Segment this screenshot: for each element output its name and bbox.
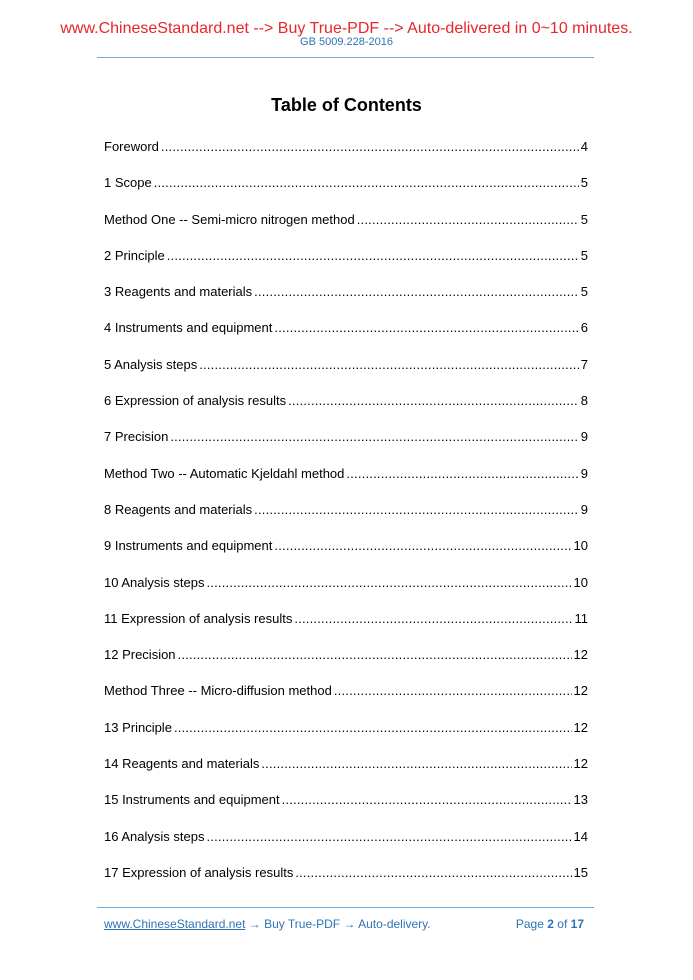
toc-entry-label: 4 Instruments and equipment bbox=[104, 320, 273, 336]
toc-leader bbox=[261, 755, 571, 773]
toc-entry-label: Method Two -- Automatic Kjeldahl method bbox=[104, 465, 345, 481]
toc-entry-label: 3 Reagents and materials bbox=[104, 284, 253, 300]
toc-entry-method-one[interactable] bbox=[104, 211, 588, 247]
toc-entry-expression[interactable] bbox=[104, 392, 588, 428]
toc-leader bbox=[254, 501, 579, 519]
toc-entry-label: 16 Analysis steps bbox=[104, 828, 205, 844]
table-of-contents bbox=[104, 138, 588, 900]
toc-entry-instruments-3[interactable] bbox=[104, 791, 588, 827]
current-page-number: 2 bbox=[547, 917, 554, 931]
toc-leader bbox=[357, 211, 579, 229]
toc-entry-label: 13 Principle bbox=[104, 719, 172, 735]
toc-entry-page: 12 bbox=[573, 647, 588, 663]
toc-entry-analysis-steps-2[interactable] bbox=[104, 574, 588, 610]
toc-leader bbox=[346, 465, 578, 483]
toc-leader bbox=[170, 428, 578, 446]
toc-entry-page: 9 bbox=[580, 501, 588, 517]
footer-delivery-text: Auto-delivery. bbox=[358, 917, 431, 931]
footer-promo bbox=[104, 916, 431, 932]
arrow-right-icon: → bbox=[245, 917, 265, 931]
toc-leader bbox=[174, 719, 572, 737]
toc-leader bbox=[295, 864, 571, 882]
toc-entry-label: 10 Analysis steps bbox=[104, 574, 205, 590]
footer-site-link[interactable]: www.ChineseStandard.net bbox=[104, 917, 246, 931]
toc-entry-label: 7 Precision bbox=[104, 429, 169, 445]
toc-entry-page: 12 bbox=[573, 756, 588, 772]
toc-entry-precision[interactable] bbox=[104, 428, 588, 464]
toc-leader bbox=[294, 610, 572, 628]
toc-entry-page: 5 bbox=[580, 211, 588, 227]
toc-entry-instruments[interactable] bbox=[104, 319, 588, 355]
toc-entry-label: 9 Instruments and equipment bbox=[104, 538, 273, 554]
toc-leader bbox=[254, 283, 579, 301]
toc-entry-page: 15 bbox=[573, 864, 588, 880]
toc-leader bbox=[167, 247, 579, 265]
toc-entry-page: 12 bbox=[573, 683, 588, 699]
toc-entry-page: 8 bbox=[580, 393, 588, 409]
toc-entry-label: 12 Precision bbox=[104, 647, 176, 663]
toc-entry-page: 11 bbox=[574, 610, 588, 626]
toc-entry-page: 5 bbox=[580, 284, 588, 300]
toc-entry-label: 6 Expression of analysis results bbox=[104, 393, 287, 409]
toc-leader bbox=[199, 356, 579, 374]
toc-entry-page: 4 bbox=[580, 139, 588, 154]
toc-entry-page: 7 bbox=[580, 356, 588, 372]
toc-leader bbox=[161, 138, 579, 156]
toc-entry-expression-3[interactable] bbox=[104, 864, 588, 900]
toc-leader bbox=[178, 646, 572, 664]
promo-banner[interactable]: www.ChineseStandard.net --> Buy True-PDF --> Auto-delivered in 0~10 minutes. bbox=[60, 20, 633, 37]
toc-entry-label: Foreword bbox=[104, 139, 159, 154]
arrow-right-icon: → bbox=[340, 917, 359, 931]
toc-entry-page: 13 bbox=[573, 792, 588, 808]
toc-entry-reagents-2[interactable] bbox=[104, 501, 588, 537]
header-divider bbox=[97, 57, 594, 58]
total-pages-number: 17 bbox=[570, 917, 584, 931]
toc-entry-reagents[interactable] bbox=[104, 283, 588, 319]
toc-entry-page: 9 bbox=[580, 429, 588, 445]
toc-entry-label: 1 Scope bbox=[104, 175, 152, 191]
toc-entry-principle-3[interactable] bbox=[104, 719, 588, 755]
toc-entry-scope[interactable] bbox=[104, 174, 588, 210]
footer-divider bbox=[97, 907, 594, 908]
toc-leader bbox=[274, 319, 578, 337]
toc-entry-instruments-2[interactable] bbox=[104, 537, 588, 573]
toc-leader bbox=[274, 537, 571, 555]
toc-entry-analysis-steps[interactable] bbox=[104, 356, 588, 392]
toc-leader bbox=[206, 574, 571, 592]
toc-entry-label: 17 Expression of analysis results bbox=[104, 864, 294, 880]
toc-entry-label: 8 Reagents and materials bbox=[104, 501, 253, 517]
page-word: Page bbox=[515, 917, 544, 931]
toc-entry-reagents-3[interactable] bbox=[104, 755, 588, 791]
toc-entry-precision-2[interactable] bbox=[104, 646, 588, 682]
toc-entry-method-two[interactable] bbox=[104, 465, 588, 501]
standard-code: GB 5009.228-2016 bbox=[300, 36, 393, 48]
toc-entry-principle[interactable] bbox=[104, 247, 588, 283]
toc-entry-label: 2 Principle bbox=[104, 247, 165, 263]
toc-entry-label: Method One -- Semi-micro nitrogen method bbox=[104, 211, 355, 227]
toc-entry-page: 5 bbox=[580, 247, 588, 263]
toc-entry-method-three[interactable] bbox=[104, 682, 588, 718]
of-word: of bbox=[557, 917, 568, 931]
toc-entry-page: 6 bbox=[580, 320, 588, 336]
page-footer bbox=[104, 916, 588, 932]
toc-entry-page: 12 bbox=[573, 719, 588, 735]
toc-entry-analysis-steps-3[interactable] bbox=[104, 828, 588, 864]
toc-entry-label: 5 Analysis steps bbox=[104, 356, 198, 372]
toc-entry-page: 9 bbox=[580, 465, 588, 481]
page-indicator bbox=[516, 916, 584, 932]
toc-leader bbox=[334, 682, 572, 700]
toc-leader bbox=[288, 392, 579, 410]
toc-entry-page: 10 bbox=[573, 538, 588, 554]
toc-entry-label: 14 Reagents and materials bbox=[104, 756, 260, 772]
page-title: Table of Contents bbox=[271, 95, 422, 116]
toc-entry-foreword[interactable] bbox=[104, 138, 588, 174]
toc-entry-label: 15 Instruments and equipment bbox=[104, 792, 280, 808]
toc-leader bbox=[154, 174, 579, 192]
toc-leader bbox=[206, 828, 571, 846]
footer-buy-text: Buy True-PDF bbox=[264, 917, 341, 931]
toc-entry-expression-2[interactable] bbox=[104, 610, 588, 646]
toc-entry-page: 10 bbox=[573, 574, 588, 590]
toc-entry-page: 14 bbox=[573, 828, 588, 844]
toc-leader bbox=[282, 791, 572, 809]
toc-entry-page: 5 bbox=[580, 175, 588, 191]
toc-entry-label: Method Three -- Micro-diffusion method bbox=[104, 683, 332, 699]
toc-entry-label: 11 Expression of analysis results bbox=[104, 610, 293, 626]
